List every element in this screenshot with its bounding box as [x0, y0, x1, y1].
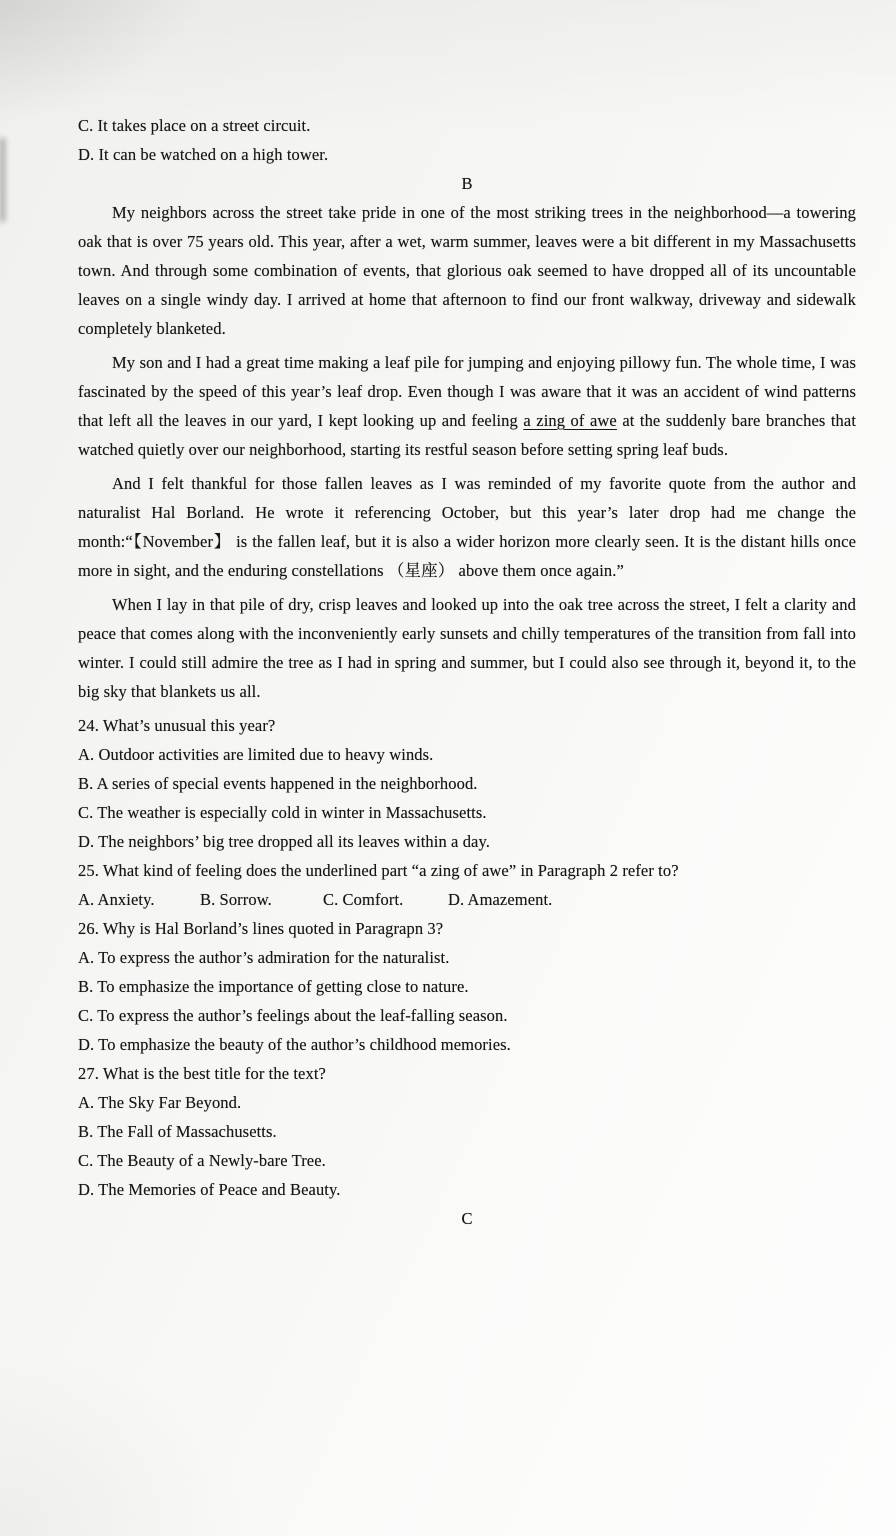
question-27 [78, 1059, 856, 1204]
passage-paragraph-4: When I lay in that pile of dry, crisp leaves and looked up into the oak tree across the street, I felt a clarity and peace that comes along with the inconveniently early sunsets and chilly temperatures of the transition from fall into winter. I could still admire the tree as I had in spring and summer, but I could also see through it, beyond it, to the big sky that blankets us all. [78, 595, 856, 701]
question-26-stem: 26. Why is Hal Borland’s lines quoted in Paragrapn 3? [78, 919, 444, 938]
question-25-options-row [78, 885, 856, 914]
paragraph-2-text-after: at the suddenly bare branches that watched quietly over our neighborhood, starting its restful season before setting spring leaf buds. [78, 411, 856, 459]
question-26-option-a: A. To express the author’s admiration for the naturalist. [78, 948, 450, 967]
passage-paragraph-2 [78, 348, 856, 464]
question-26 [78, 914, 856, 1059]
question-24-option-a: A. Outdoor activities are limited due to heavy winds. [78, 745, 434, 764]
question-24-stem: 24. What’s unusual this year? [78, 716, 276, 735]
section-heading-c: C [461, 1209, 473, 1228]
question-26-option-c: C. To express the author’s feelings about the leaf-falling season. [78, 1006, 508, 1025]
question-27-option-a: A. The Sky Far Beyond. [78, 1093, 242, 1112]
question-26-option-b: B. To emphasize the importance of getting close to nature. [78, 977, 469, 996]
page-content [78, 111, 856, 1233]
question-25 [78, 856, 856, 914]
underlined-phrase: a zing of awe [523, 411, 617, 430]
paragraph-2-text-before: My son and I had a great time making a leaf pile for jumping and enjoying pillowy fun. The whole time, I was fascinated by the speed of this year’s leaf drop. Even though I was aware that it was an accident of wind patterns that left all the leaves in our yard, I kept looking up and feeling [78, 353, 856, 430]
section-heading-b: B [461, 174, 473, 193]
question-27-option-c: C. The Beauty of a Newly-bare Tree. [78, 1151, 326, 1170]
prev-option-d: D. It can be watched on a high tower. [78, 145, 329, 164]
question-25-option-c: C. Comfort. [323, 890, 404, 909]
question-25-option-d: D. Amazement. [448, 890, 553, 909]
question-25-stem: 25. What kind of feeling does the underlined part “a zing of awe” in Paragraph 2 refer to? [78, 861, 679, 880]
question-24-option-b: B. A series of special events happened in the neighborhood. [78, 774, 478, 793]
question-27-option-b: B. The Fall of Massachusetts. [78, 1122, 277, 1141]
question-24 [78, 711, 856, 856]
question-24-option-d: D. The neighbors’ big tree dropped all its leaves within a day. [78, 832, 490, 851]
question-24-option-c: C. The weather is especially cold in winter in Massachusetts. [78, 803, 487, 822]
question-27-option-d: D. The Memories of Peace and Beauty. [78, 1180, 341, 1199]
scan-edge-shadow-left [0, 138, 5, 222]
passage-paragraph-3: And I felt thankful for those fallen leaves as I was reminded of my favorite quote from the author and naturalist Hal Borland. He wrote it referencing October, but this year’s later drop had me change the month:“【November】 is the fallen leaf, but it is also a wider horizon more clearly seen. It is the distant hills once more in sight, and the enduring constellations （星座） above them once again.” [78, 474, 856, 580]
question-26-option-d: D. To emphasize the beauty of the author’s childhood memories. [78, 1035, 511, 1054]
question-25-option-a: A. Anxiety. [78, 890, 155, 909]
question-27-stem: 27. What is the best title for the text? [78, 1064, 326, 1083]
question-25-option-b: B. Sorrow. [200, 890, 272, 909]
passage-paragraph-1: My neighbors across the street take pride in one of the most striking trees in the neighborhood—a towering oak that is over 75 years old. This year, after a wet, warm summer, leaves were a bit different in my Massachusetts town. And through some combination of events, that glorious oak seemed to have dropped all of its uncountable leaves on a single windy day. I arrived at home that afternoon to find our front walkway, driveway and sidewalk completely blanketed. [78, 203, 856, 338]
prev-option-c: C. It takes place on a street circuit. [78, 116, 311, 135]
